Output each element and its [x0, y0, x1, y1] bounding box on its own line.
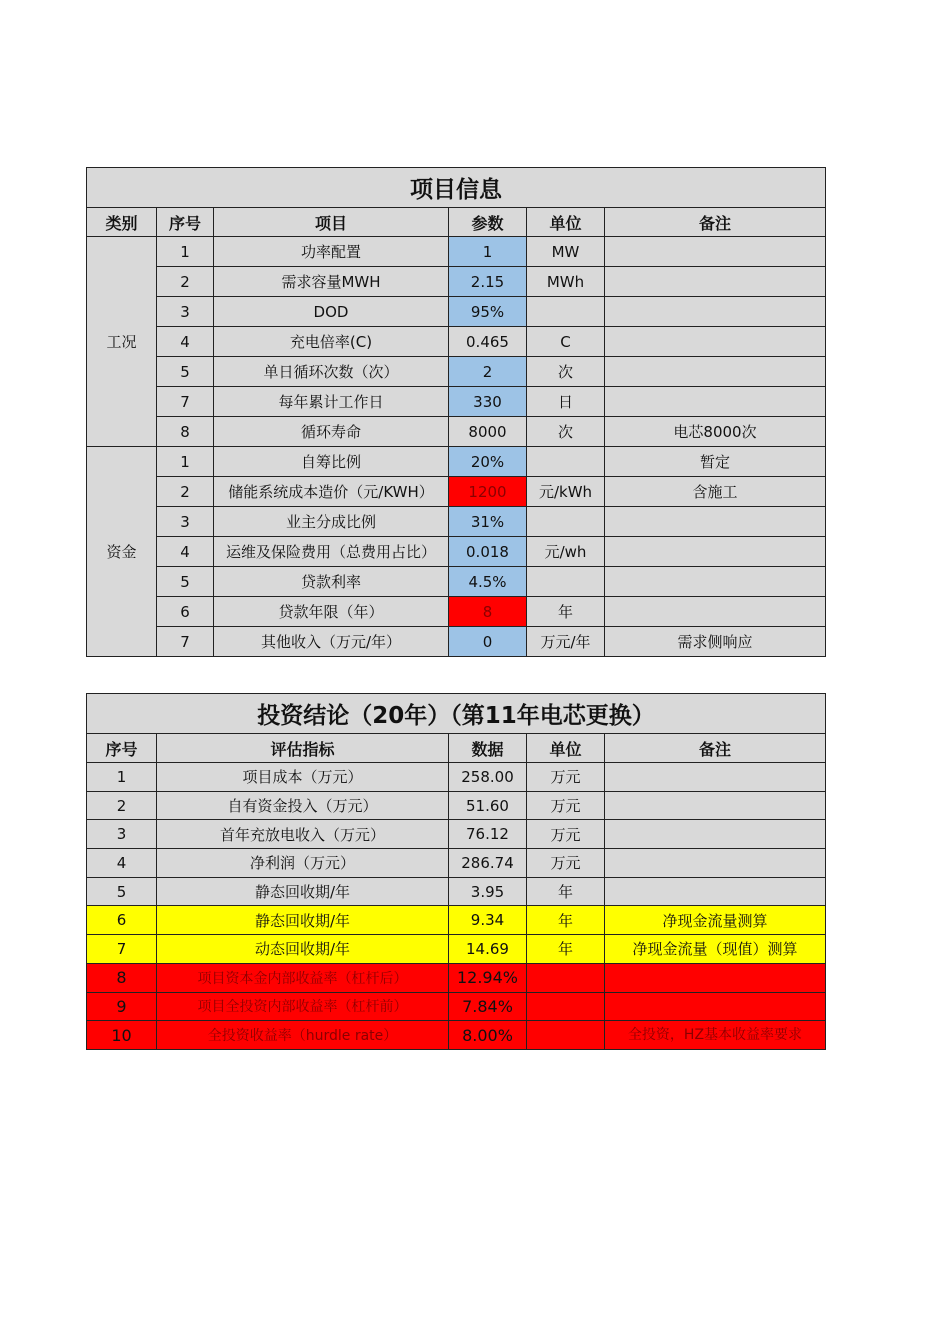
row-item[interactable]: 每年累计工作日	[214, 387, 449, 417]
table-row	[87, 357, 826, 387]
row-unit[interactable]	[527, 963, 605, 992]
row-item[interactable]: 功率配置	[214, 237, 449, 267]
header-metric: 评估指标	[157, 734, 449, 763]
row-note[interactable]: 净现金流量测算	[605, 906, 826, 935]
row-unit[interactable]: MW	[527, 237, 605, 267]
table-row	[87, 597, 826, 627]
row-no[interactable]: 8	[87, 963, 157, 992]
row-unit[interactable]	[527, 567, 605, 597]
row-item[interactable]: 其他收入（万元/年）	[214, 627, 449, 657]
row-metric[interactable]: 自有资金投入（万元）	[157, 791, 449, 820]
row-item[interactable]: 充电倍率(C)	[214, 327, 449, 357]
row-note[interactable]: 电芯8000次	[605, 417, 826, 447]
investment-conclusion-table	[86, 693, 826, 1050]
row-no[interactable]: 9	[87, 992, 157, 1021]
header-category: 类别	[87, 208, 157, 237]
row-no[interactable]: 2	[87, 791, 157, 820]
row-param[interactable]: 0.018	[449, 537, 527, 567]
row-unit[interactable]: 次	[527, 357, 605, 387]
row-metric[interactable]: 全投资收益率（hurdle rate）	[157, 1021, 449, 1050]
row-no[interactable]: 4	[157, 327, 214, 357]
header-value: 数据	[449, 734, 527, 763]
row-item[interactable]: 运维及保险费用（总费用占比）	[214, 537, 449, 567]
table-row	[87, 567, 826, 597]
row-param[interactable]: 0.465	[449, 327, 527, 357]
table-row	[87, 477, 826, 507]
row-unit[interactable]: 元/wh	[527, 537, 605, 567]
table-row	[87, 849, 826, 878]
header-note: 备注	[605, 734, 826, 763]
row-unit[interactable]: 次	[527, 417, 605, 447]
row-item[interactable]: 业主分成比例	[214, 507, 449, 537]
table-header-row	[87, 208, 826, 237]
row-metric[interactable]: 静态回收期/年	[157, 877, 449, 906]
row-no[interactable]: 7	[157, 387, 214, 417]
row-value[interactable]: 76.12	[449, 820, 527, 849]
row-note[interactable]: 含施工	[605, 477, 826, 507]
row-metric[interactable]: 净利润（万元）	[157, 849, 449, 878]
row-unit[interactable]: 年	[527, 906, 605, 935]
table-row	[87, 267, 826, 297]
row-no[interactable]: 5	[157, 357, 214, 387]
row-item[interactable]: 自筹比例	[214, 447, 449, 477]
row-metric[interactable]: 首年充放电收入（万元）	[157, 820, 449, 849]
header-item: 项目	[214, 208, 449, 237]
row-unit[interactable]: 年	[527, 597, 605, 627]
row-no[interactable]: 1	[157, 237, 214, 267]
row-no[interactable]: 7	[87, 935, 157, 964]
table-header-row	[87, 734, 826, 763]
row-no[interactable]: 3	[87, 820, 157, 849]
table-row	[87, 297, 826, 327]
row-unit[interactable]: 日	[527, 387, 605, 417]
row-value[interactable]: 12.94%	[449, 963, 527, 992]
row-unit[interactable]	[527, 507, 605, 537]
row-value[interactable]: 51.60	[449, 791, 527, 820]
row-metric[interactable]: 项目资本金内部收益率（杠杆后）	[157, 963, 449, 992]
table-row	[87, 820, 826, 849]
category-cell[interactable]: 工况	[87, 237, 157, 447]
header-unit: 单位	[527, 208, 605, 237]
row-value[interactable]: 258.00	[449, 763, 527, 792]
row-note[interactable]: 暂定	[605, 447, 826, 477]
row-note[interactable]	[605, 597, 826, 627]
row-no[interactable]: 1	[157, 447, 214, 477]
row-no[interactable]: 10	[87, 1021, 157, 1050]
header-no: 序号	[87, 734, 157, 763]
row-no[interactable]: 6	[157, 597, 214, 627]
row-no[interactable]: 5	[157, 567, 214, 597]
row-no[interactable]: 6	[87, 906, 157, 935]
row-no[interactable]: 1	[87, 763, 157, 792]
row-unit[interactable]: MWh	[527, 267, 605, 297]
table-row	[87, 1021, 826, 1050]
row-no[interactable]: 3	[157, 297, 214, 327]
row-note[interactable]	[605, 267, 826, 297]
row-param[interactable]: 1200	[449, 477, 527, 507]
row-no[interactable]: 7	[157, 627, 214, 657]
row-note[interactable]	[605, 820, 826, 849]
table-row	[87, 791, 826, 820]
row-value[interactable]: 7.84%	[449, 992, 527, 1021]
row-no[interactable]: 5	[87, 877, 157, 906]
row-unit[interactable]: 万元/年	[527, 627, 605, 657]
header-unit: 单位	[527, 734, 605, 763]
row-metric[interactable]: 项目成本（万元）	[157, 763, 449, 792]
row-item[interactable]: 贷款年限（年）	[214, 597, 449, 627]
row-unit[interactable]: 元/kWh	[527, 477, 605, 507]
row-item[interactable]: 储能系统成本造价（元/KWH）	[214, 477, 449, 507]
table-row	[87, 537, 826, 567]
row-value[interactable]: 9.34	[449, 906, 527, 935]
row-note[interactable]	[605, 237, 826, 267]
row-note[interactable]	[605, 849, 826, 878]
row-value[interactable]: 14.69	[449, 935, 527, 964]
table-row	[87, 627, 826, 657]
row-metric[interactable]: 动态回收期/年	[157, 935, 449, 964]
row-item[interactable]: 单日循环次数（次）	[214, 357, 449, 387]
row-note[interactable]	[605, 507, 826, 537]
row-unit[interactable]: 年	[527, 935, 605, 964]
table-row	[87, 387, 826, 417]
row-note[interactable]	[605, 537, 826, 567]
row-no[interactable]: 4	[157, 537, 214, 567]
row-unit[interactable]: 万元	[527, 763, 605, 792]
row-item[interactable]: 需求容量MWH	[214, 267, 449, 297]
row-no[interactable]: 2	[157, 477, 214, 507]
row-param[interactable]: 31%	[449, 507, 527, 537]
row-param[interactable]: 20%	[449, 447, 527, 477]
row-metric[interactable]: 项目全投资内部收益率（杠杆前）	[157, 992, 449, 1021]
row-value[interactable]: 3.95	[449, 877, 527, 906]
project-info-title: 项目信息	[87, 168, 826, 208]
conclusion-title: 投资结论（20年）（第11年电芯更换）	[87, 694, 826, 734]
row-note[interactable]	[605, 992, 826, 1021]
row-note[interactable]	[605, 297, 826, 327]
row-param[interactable]: 2	[449, 357, 527, 387]
row-param[interactable]: 0	[449, 627, 527, 657]
row-note[interactable]: 需求侧响应	[605, 627, 826, 657]
table-row	[87, 877, 826, 906]
row-no[interactable]: 3	[157, 507, 214, 537]
row-unit[interactable]	[527, 447, 605, 477]
row-note[interactable]	[605, 791, 826, 820]
row-note[interactable]: 全投资，HZ基本收益率要求	[605, 1021, 826, 1050]
row-note[interactable]: 净现金流量（现值）测算	[605, 935, 826, 964]
row-unit[interactable]: 年	[527, 877, 605, 906]
row-unit[interactable]: 万元	[527, 849, 605, 878]
table-row	[87, 327, 826, 357]
row-unit[interactable]	[527, 1021, 605, 1050]
table-row	[87, 237, 826, 267]
row-note[interactable]	[605, 763, 826, 792]
row-item[interactable]: 循环寿命	[214, 417, 449, 447]
project-info-table	[86, 167, 826, 657]
row-no[interactable]: 4	[87, 849, 157, 878]
row-item[interactable]: DOD	[214, 297, 449, 327]
table-row	[87, 447, 826, 477]
header-param: 参数	[449, 208, 527, 237]
row-param[interactable]: 4.5%	[449, 567, 527, 597]
row-value[interactable]: 8.00%	[449, 1021, 527, 1050]
row-item[interactable]: 贷款利率	[214, 567, 449, 597]
row-note[interactable]	[605, 357, 826, 387]
row-value[interactable]: 286.74	[449, 849, 527, 878]
row-no[interactable]: 8	[157, 417, 214, 447]
header-no: 序号	[157, 208, 214, 237]
row-unit[interactable]	[527, 992, 605, 1021]
table-row	[87, 963, 826, 992]
row-unit[interactable]: 万元	[527, 791, 605, 820]
row-note[interactable]	[605, 963, 826, 992]
category-cell[interactable]: 资金	[87, 447, 157, 657]
row-note[interactable]	[605, 877, 826, 906]
row-param[interactable]: 8000	[449, 417, 527, 447]
row-param[interactable]: 2.15	[449, 267, 527, 297]
table-row	[87, 763, 826, 792]
row-metric[interactable]: 静态回收期/年	[157, 906, 449, 935]
row-param[interactable]: 1	[449, 237, 527, 267]
table-row	[87, 992, 826, 1021]
table-row	[87, 935, 826, 964]
row-param[interactable]: 330	[449, 387, 527, 417]
table-row	[87, 507, 826, 537]
row-note[interactable]	[605, 387, 826, 417]
row-unit[interactable]: 万元	[527, 820, 605, 849]
table-row	[87, 906, 826, 935]
row-unit[interactable]	[527, 297, 605, 327]
header-note: 备注	[605, 208, 826, 237]
row-note[interactable]	[605, 327, 826, 357]
row-unit[interactable]: C	[527, 327, 605, 357]
row-no[interactable]: 2	[157, 267, 214, 297]
row-param[interactable]: 95%	[449, 297, 527, 327]
row-note[interactable]	[605, 567, 826, 597]
row-param[interactable]: 8	[449, 597, 527, 627]
table-row	[87, 417, 826, 447]
